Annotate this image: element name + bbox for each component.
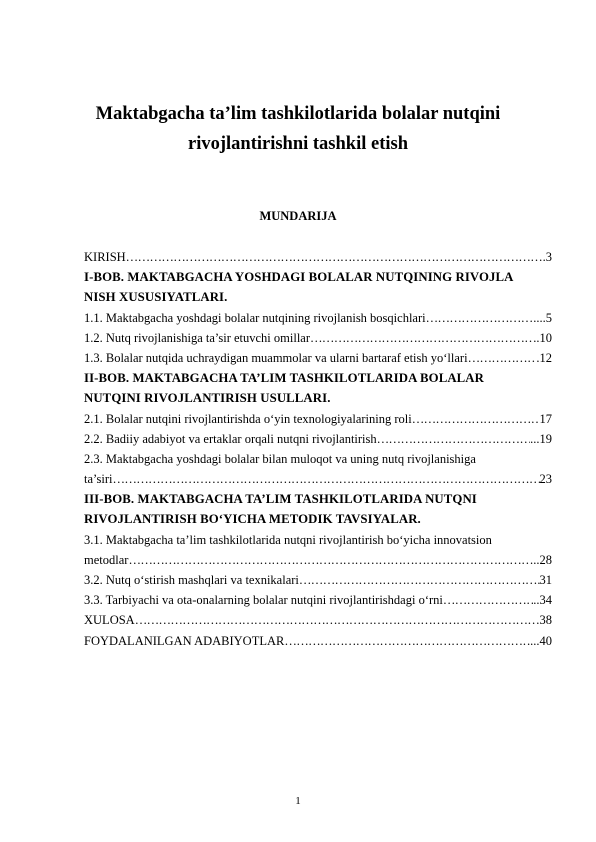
dot-leader — [135, 610, 540, 630]
table-of-contents — [84, 247, 552, 651]
toc-entry-page: ..34 — [533, 593, 552, 608]
toc-chapter-heading: RIVOJLANTIRISH BO‘YICHA METODIK TAVSIYALAR. — [84, 512, 421, 527]
toc-chapter-heading: III-BOB. MAKTABGACHA TA’LIM TASHKILOTLARIDA NUTQNI — [84, 492, 477, 507]
toc-entry-page: 3 — [545, 250, 552, 264]
toc-entry — [84, 328, 552, 348]
toc-entry — [84, 469, 552, 489]
toc-entry-page: 31 — [539, 573, 552, 587]
toc-entry-page: ..28 — [533, 552, 552, 567]
title-line-2: rivojlantirishni tashkil etish — [188, 134, 408, 154]
toc-entry-text: metodlar — [84, 552, 129, 567]
toc-entry — [84, 429, 552, 449]
toc-entry-line: 3.1. Maktabgacha ta’lim tashkilotlarida nutqni rivojlantirish bo‘yicha innovatsion — [84, 532, 492, 547]
toc-chapter-heading: NISH XUSUSIYATLARI. — [84, 290, 228, 305]
toc-entry-text: KIRISH — [84, 250, 126, 264]
toc-entry-text: 1.3. Bolalar nutqida uchraydigan muammolar va ularni bartaraf etish yo‘llari — [84, 350, 468, 365]
toc-entry-page: ...40 — [530, 633, 552, 648]
toc-chapter-heading: NUTQINI RIVOJLANTIRISH USULLARI. — [84, 391, 331, 406]
dot-leader — [412, 409, 540, 429]
dot-leader — [426, 308, 537, 328]
toc-entry — [84, 308, 552, 328]
dot-leader — [126, 247, 546, 267]
dot-leader — [377, 429, 530, 449]
toc-entry — [84, 570, 552, 590]
toc-entry — [84, 610, 552, 630]
toc-entry-page: 23 — [539, 472, 552, 487]
toc-chapter-heading: II-BOB. MAKTABGACHA TA’LIM TASHKILOTLARIDA BOLALAR — [84, 371, 484, 386]
dot-leader — [128, 550, 533, 570]
toc-entry — [84, 409, 552, 429]
toc-entry-text: 2.2. Badiiy adabiyot va ertaklar orqali nutqni rivojlantirish — [84, 431, 377, 446]
toc-entry-text: 3.2. Nutq o‘stirish mashqlari va texnikalari — [84, 573, 299, 587]
toc-entry-page: ..10 — [533, 330, 552, 345]
toc-entry-text: XULOSA — [84, 613, 135, 628]
dot-leader — [299, 570, 540, 590]
toc-entry — [84, 590, 552, 610]
toc-entry-text: ta’siri — [84, 472, 113, 487]
toc-entry-text: 1.1. Maktabgacha yoshdagi bolalar nutqining rivojlanish bosqichlari — [84, 310, 426, 325]
toc-entry-text: 1.2. Nutq rivojlanishiga ta’sir etuvchi omillar — [84, 330, 311, 345]
toc-entry — [84, 631, 552, 651]
toc-entry-text: 2.1. Bolalar nutqini rivojlantirishda o‘yin texnologiyalarining roli — [84, 411, 412, 426]
toc-entry — [84, 550, 552, 570]
title-line-1: Maktabgacha ta’lim tashkilotlarida bolalar nutqini — [95, 104, 501, 124]
dot-leader — [284, 631, 530, 651]
document-title — [40, 99, 556, 161]
toc-entry-page: 38 — [539, 613, 552, 628]
toc-entry-page: ...19 — [530, 431, 552, 446]
toc-entry-page: 17 — [539, 411, 552, 426]
dot-leader — [468, 348, 537, 368]
dot-leader — [310, 328, 533, 348]
dot-leader — [112, 469, 539, 489]
page-number: 1 — [295, 795, 301, 807]
toc-entry — [84, 348, 552, 368]
toc-entry-page: ...5 — [536, 310, 552, 325]
toc-entry-text: FOYDALANILGAN ADABIYOTLAR — [84, 633, 285, 648]
dot-leader — [443, 590, 533, 610]
toc-entry-line: 2.3. Maktabgacha yoshdagi bolalar bilan muloqot va uning nutq rivojlanishiga — [84, 451, 476, 466]
toc-entry-text: 3.3. Tarbiyachi va ota-onalarning bolalar nutqini rivojlantirishdagi o‘rni — [84, 593, 443, 608]
toc-heading: MUNDARIJA — [259, 209, 337, 223]
toc-chapter-heading: I-BOB. MAKTABGACHA YOSHDAGI BOLALAR NUTQINING RIVOJLA — [84, 270, 514, 285]
toc-entry-page: .12 — [536, 350, 552, 365]
toc-entry — [84, 247, 552, 267]
